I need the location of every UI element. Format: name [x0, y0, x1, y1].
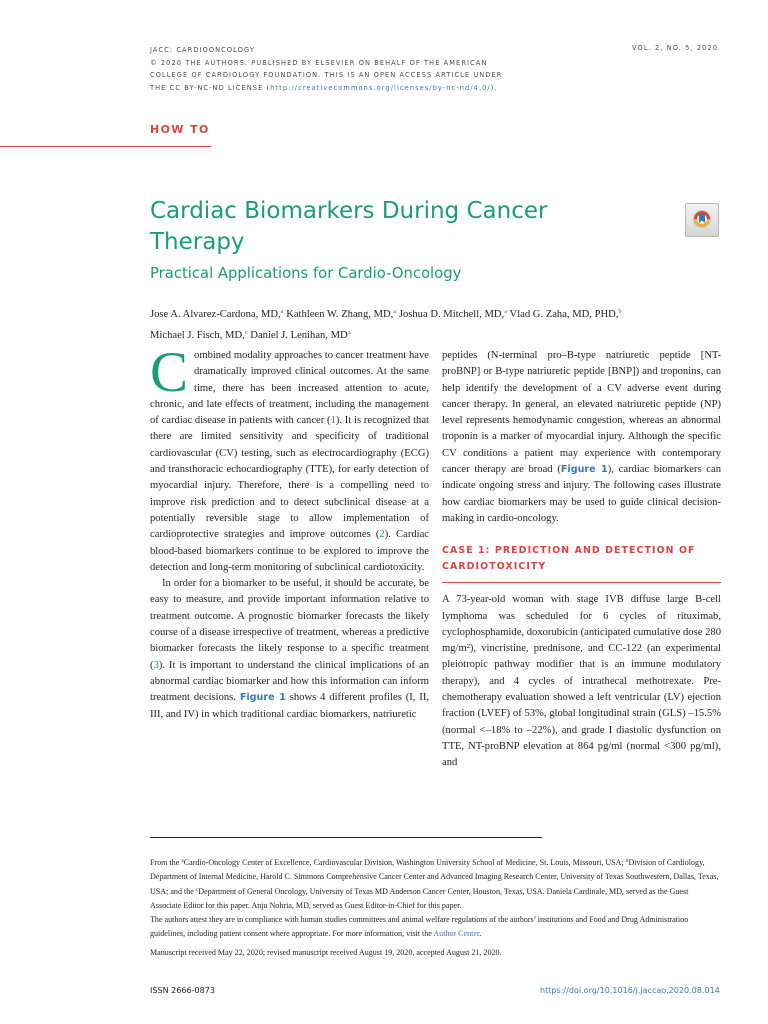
footnote-rule — [150, 837, 542, 838]
affiliations: From the $^a$Cardio-Oncology Center of Excellence, Cardiovascular Division, Washington University School of Medicine, St. Louis, Missouri, USA; $^b$Division of Cardiology, Department of Internal Medicine, Harold C. Simmons Comprehensive Cancer Center and Advanced Imaging Research Center, University of Texas Southwestern, Dallas, Texas, USA; and the $^c$Department of General Oncology, University of Texas MD Anderson Cancer Center, Houston, Texas, USA. Daniela Cardinale, MD, served as the Guest Associate Editor for this paper. Anju Nohria, MD, served as Guest Editor-in-Chief for this paper. — [150, 858, 719, 910]
section-rule — [0, 146, 211, 147]
reference-link[interactable]: 2 — [379, 529, 385, 541]
check-for-updates-button[interactable] — [685, 203, 719, 237]
body-column-left: Combined modality approaches to cancer treatment have dramatically improved clinical outcomes. At the same time, there has been increased attention to acute, chronic, and late effects of treatment, including the management of cardiac disease in patients with cancer (1). It is recognized that there are limited sensitivity and specificity of traditional cardiovascular (CV) testing, such as electrocardiography (ECG) and transthoracic echocardiography (TTE), for early detection of myocardial injury. Therefore, there is a compelling need to improve risk prediction and to detect subclinical disease at a potentially reversible stage to allow implementation of cardioprotective strategies and improve outcomes (2). Cardiac blood-based biomarkers continue to be explored to improve the detection and long-term monitoring of subclinical cardiotoxicity. In order for a biomarker to be useful, it should be accurate, be easy to measure, and provide important information relative to treatment outcome. A prognostic biomarker forecasts the likely course of a disease irrespective of treatment, whereas a predictive biomarker forecasts the likely response to a specific treatment (3). It is important to understand the clinical implications of an abnormal cardiac biomarker and how this information can inform treatment decisions. Figure 1 shows 4 different profiles (I, II, III, and IV) in which traditional cardiac biomarkers, natriuretic — [150, 341, 429, 720]
figure-link[interactable]: Figure 1 — [560, 464, 608, 476]
author-name: Kathleen W. Zhang, MD, — [286, 309, 394, 320]
journal-header — [150, 44, 502, 94]
license-line-3: THE CC BY-NC-ND LICENSE (http://creativecommons.org/licenses/by-nc-nd/4.0/). — [150, 83, 498, 92]
affiliation-marker: a — [504, 308, 508, 315]
footnotes — [150, 855, 720, 960]
manuscript-dates: Manuscript received May 22, 2020; revised manuscript received August 19, 2020, accepted August 21, 2020. — [150, 948, 502, 958]
author-name: Daniel J. Lenihan, MD — [250, 329, 348, 341]
author-name: Joshua D. Mitchell, MD, — [398, 309, 505, 320]
author-name: Michael J. Fisch, MD, — [150, 329, 245, 341]
license-line-1: © 2020 THE AUTHORS. PUBLISHED BY ELSEVIER ON BEHALF OF THE AMERICAN — [150, 58, 488, 67]
affiliation-marker: a — [393, 308, 397, 315]
license-link[interactable]: http://creativecommons.org/licenses/by-nc-nd/4.0/ — [270, 83, 491, 92]
figure-link[interactable]: Figure 1 — [239, 692, 286, 704]
drop-cap: C — [150, 341, 189, 404]
affiliation-marker: a — [347, 328, 351, 336]
license-line-2: COLLEGE OF CARDIOLOGY FOUNDATION. THIS IS AN OPEN ACCESS ARTICLE UNDER — [150, 71, 503, 80]
author-name: Jose A. Alvarez-Cardona, MD, — [150, 309, 281, 320]
journal-name: JACC: CARDIOONCOLOGY — [150, 46, 256, 54]
doi-link[interactable]: https://doi.org/10.1016/j.jaccao.2020.08.014 — [540, 986, 720, 995]
author-name: Vlad G. Zaha, MD, PHD, — [509, 309, 619, 320]
reference-link[interactable]: 3 — [153, 659, 159, 671]
body-column-right: peptides (N-terminal pro–B-type natriuretic peptide [NT-proBNP] or B-type natriuretic peptide [BNP]) and troponins, can help identify the development of a CV adverse event during cancer therapy. In general, an elevated natriuretic peptide (NP) level represents hemodynamic congestion, whereas an abnormal troponin is a marker of myocardial injury. Although the specific CV conditions a patient may experience with contemporary cancer therapy are broad (Figure 1), cardiac biomarkers can indicate ongoing stress and injury. The following cases illustrate how cardiac biomarkers may be used to guide clinical decision-making in cardio-oncology. CASE 1: PREDICTION AND DETECTION OF CARDIOTOXICITY A 73-year-old woman with stage IVB diffuse large B-cell lymphoma was scheduled for 6 cycles of rituximab, cyclophosphamide, doxorubicin (anticipated cumulative dose 280 mg/m²), vincristine, prednisone, and CC-122 (an experimental pleiotropic pathway modifier that is an immune modulatory therapy), and 4 cycles of intrathecal methotrexate. Pre-chemotherapy evaluation showed a left ventricular (LV) ejection fraction (LVEF) of 53%, global longitudinal strain (GLS) –15.5% (normal <–18% to –22%), and grade I diastolic dysfunction on TTE, NT-proBNP elevation at 864 pg/ml (normal <300 pg/ml), and — [442, 348, 721, 772]
author-list — [150, 303, 720, 344]
author-center-link[interactable]: Author Center — [433, 928, 480, 938]
article-title: Cardiac Biomarkers During Cancer Therapy — [150, 198, 548, 255]
article-subtitle: Practical Applications for Cardio-Oncology — [150, 265, 462, 282]
affiliation-marker: c — [244, 328, 248, 336]
case-1-heading: CASE 1: PREDICTION AND DETECTION OF CARDIOTOXICITY — [442, 545, 696, 573]
case-heading-rule — [442, 582, 721, 583]
ethics-statement: The authors attest they are in compliance with human studies committees and animal welfare regulations of the authors’ institutions and Food and Drug Administration guidelines, including patient consent where appropriate. For more information, visit the Author Center. — [150, 914, 689, 938]
affiliation-marker: a — [280, 308, 284, 315]
case-1-paragraph: A 73-year-old woman with stage IVB diffuse large B-cell lymphoma was scheduled for 6 cycles of rituximab, cyclophosphamide, doxorubicin (anticipated cumulative dose 280 mg/m²), vincristine, prednisone, and CC-122 (an experimental pleiotropic pathway modifier that is an immune modulatory therapy), and 4 cycles of intrathecal methotrexate. Pre-chemotherapy evaluation showed a left ventricular (LV) ejection fraction (LVEF) of 53%, global longitudinal strain (GLS) –15.5% (normal <–18% to –22%), and grade I diastolic dysfunction on TTE, NT-proBNP elevation at 864 pg/ml (normal <300 pg/ml), and — [442, 594, 721, 769]
section-label: HOW TO — [150, 123, 210, 136]
crossmark-icon — [686, 204, 718, 236]
issn: ISSN 2666-0873 — [150, 986, 216, 995]
reference-link[interactable]: 1 — [330, 415, 336, 427]
affiliation-marker: b — [618, 308, 622, 315]
volume-info: VOL. 2, NO. 5, 2020 — [632, 44, 718, 52]
